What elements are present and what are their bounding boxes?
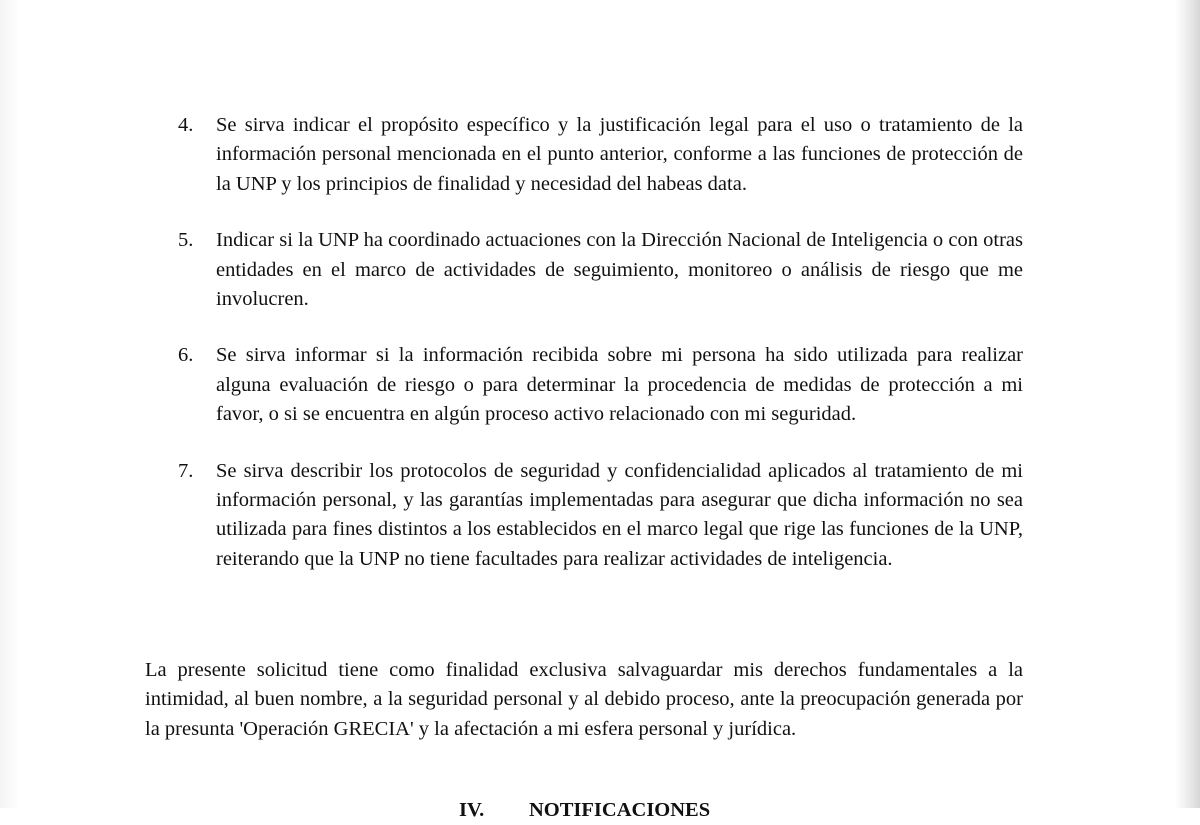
list-item-text: Se sirva describir los protocolos de seguridad y confidencialidad aplicados al tratamiento de mi información personal, y las garantías implementadas para asegurar que dicha información no sea utilizada para fines distintos a los establecidos en el marco legal que rige las funciones de la UNP, reiterando que la UNP no tiene facultades para realizar actividades de inteligencia. (216, 459, 1023, 570)
section-heading-numeral: IV. (459, 799, 485, 821)
list-item-number: 5. (178, 229, 194, 252)
list-item-text: Se sirva informar si la información recibida sobre mi persona ha sido utilizada para realizar alguna evaluación de riesgo o para determinar la procedencia de medidas de protección a mi favor, o si se encuentra en algún proceso activo relacionado con mi seguridad. (216, 344, 1023, 426)
list-item (0, 341, 1200, 429)
list-item-text: Indicar si la UNP ha coordinado actuaciones con la Dirección Nacional de Inteligencia o con otras entidades en el marco de actividades de seguimiento, monitoreo o análisis de riesgo que me involucren. (216, 229, 1023, 311)
section-heading-title: NOTIFICACIONES (529, 799, 711, 821)
list-item-text: Se sirva indicar el propósito específico y la justificación legal para el uso o tratamiento de la información personal mencionada en el punto anterior, conforme a las funciones de protección de la UNP y los principios de finalidad y necesidad del habeas data. (216, 114, 1023, 195)
list-item (0, 111, 1200, 199)
section-heading (459, 796, 710, 825)
request-list (0, 111, 1200, 601)
list-item (0, 226, 1200, 314)
list-item-number: 6. (178, 344, 194, 367)
closing-paragraph: La presente solicitud tiene como finalidad exclusiva salvaguardar mis derechos fundamentales a la intimidad, al buen nombre, a la seguridad personal y al debido proceso, ante la preocupación generada por la presunta 'Operación GRECIA' y la afectación a mi esfera personal y jurídica. (145, 659, 1023, 740)
list-item-number: 4. (178, 114, 194, 136)
list-item-number: 7. (178, 459, 194, 482)
list-item (0, 457, 1200, 575)
